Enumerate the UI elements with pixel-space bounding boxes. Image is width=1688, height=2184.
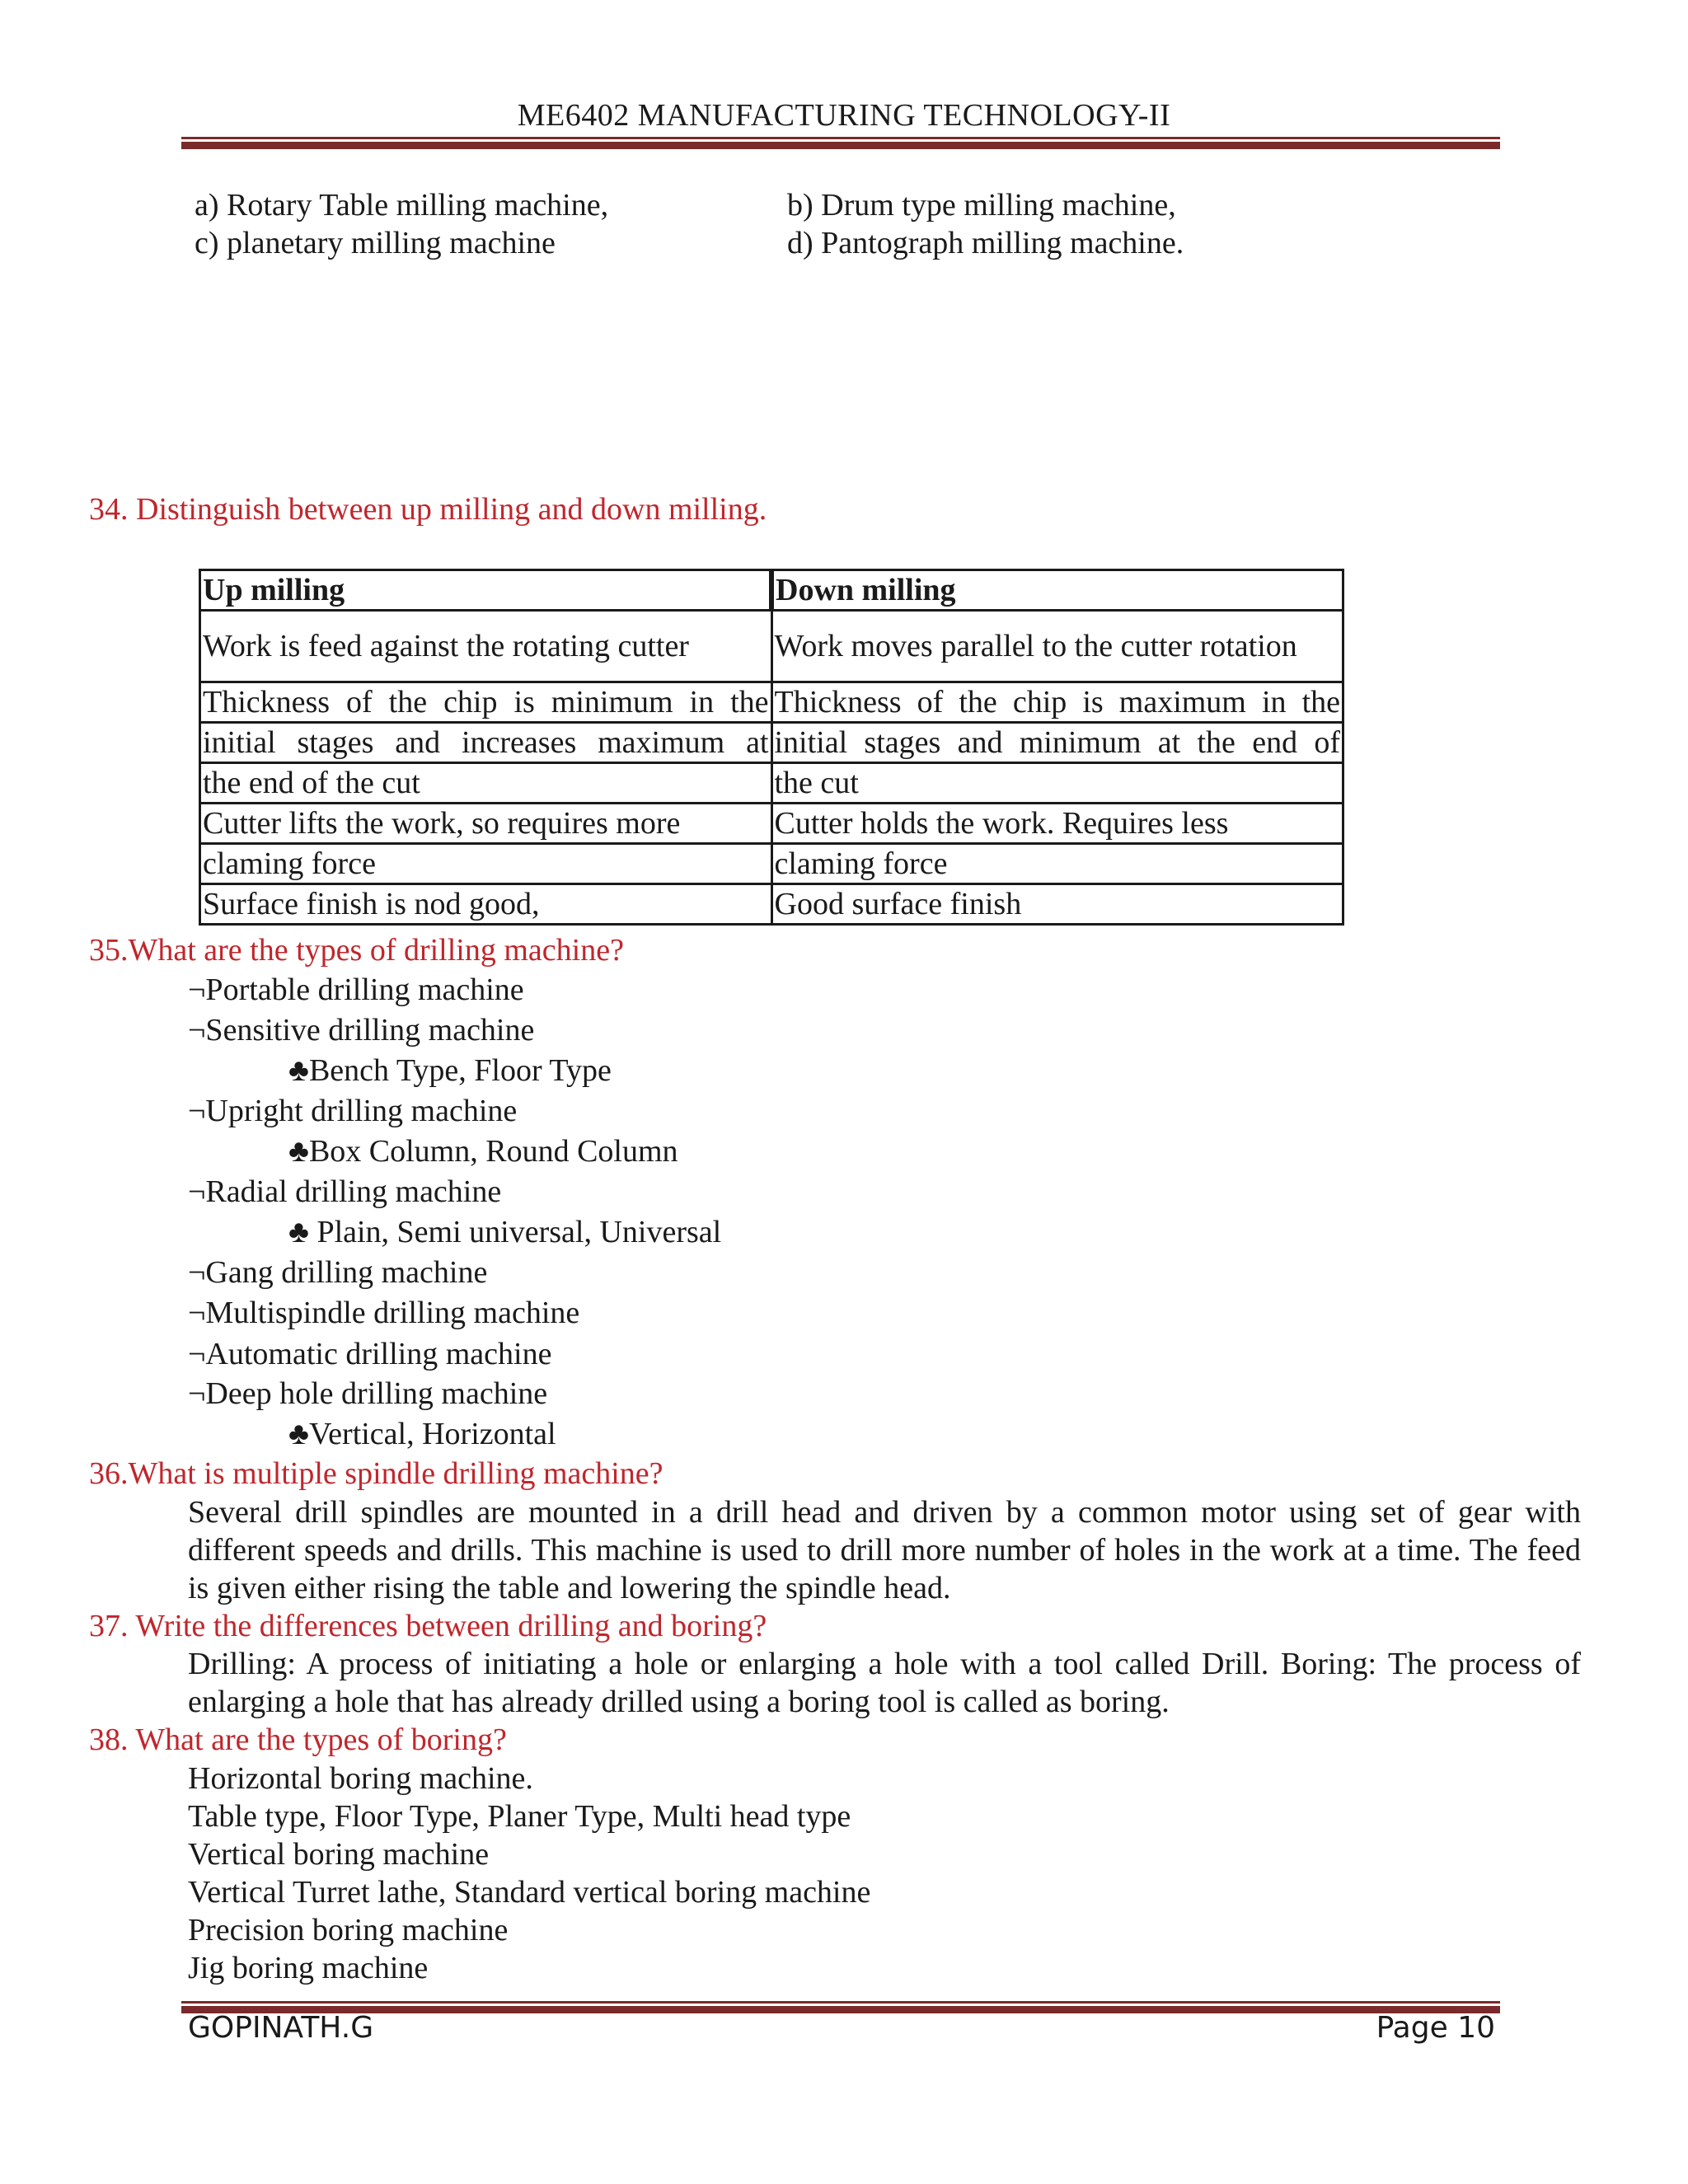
list-item: Vertical boring machine [188, 1837, 490, 1872]
question-36: 36.What is multiple spindle drilling machine? [89, 1456, 663, 1491]
answer-36: Several drill spindles are mounted in a drill head and driven by a common motor using set of gear with different speeds and drills. This machine is used to drill more number of holes in the work at a time. The feed is given either rising the table and lowering the spindle head. [188, 1495, 1581, 1605]
table-row [200, 804, 1343, 844]
table-cell: Cutter lifts the work, so requires more [200, 804, 772, 844]
table-header-down-milling: Down milling [771, 570, 1343, 611]
page-header-title: ME6402 MANUFACTURING TECHNOLOGY-II [517, 98, 1171, 133]
list-item: ♣ Plain, Semi universal, Universal [288, 1215, 722, 1249]
list-item: ¬Portable drilling machine [188, 972, 524, 1007]
list-item: ¬Sensitive drilling machine [188, 1013, 535, 1047]
table-cell: Work is feed against the rotating cutter [200, 611, 772, 682]
list-item: Table type, Floor Type, Planer Type, Multi head type [188, 1799, 851, 1834]
table-cell: Work moves parallel to the cutter rotation [771, 611, 1343, 682]
table-header-up-milling: Up milling [200, 570, 772, 611]
table-cell: claming force [200, 844, 772, 884]
list-item: ¬Multispindle drilling machine [188, 1296, 580, 1330]
table-cell: the cut [771, 763, 1343, 804]
table-row [200, 682, 1343, 723]
list-item: Horizontal boring machine. [188, 1761, 533, 1796]
list-item: ¬Radial drilling machine [188, 1174, 502, 1209]
table-cell: Thickness of the chip is minimum in the [200, 682, 772, 723]
option-c: c) planetary milling machine [195, 226, 556, 260]
list-item: ♣Vertical, Horizontal [288, 1417, 556, 1451]
list-item: Precision boring machine [188, 1913, 509, 1947]
table-cell: initial stages and increases maximum at [200, 723, 772, 763]
table-cell: Thickness of the chip is maximum in the [771, 682, 1343, 723]
table-cell: Cutter holds the work. Requires less [771, 804, 1343, 844]
option-d: d) Pantograph milling machine. [787, 226, 1184, 260]
list-item: ♣Box Column, Round Column [288, 1134, 678, 1169]
question-35: 35.What are the types of drilling machine? [89, 933, 624, 968]
option-b: b) Drum type milling machine, [787, 188, 1176, 223]
footer-author: GOPINATH.G [188, 2011, 374, 2045]
list-item: ¬Automatic drilling machine [188, 1337, 552, 1371]
list-item: ¬Deep hole drilling machine [188, 1376, 548, 1411]
table-cell: initial stages and minimum at the end of [771, 723, 1343, 763]
table-row [200, 723, 1343, 763]
table-header-row [200, 570, 1343, 611]
table-row [200, 611, 1343, 682]
table-row [200, 844, 1343, 884]
question-38: 38. What are the types of boring? [89, 1722, 507, 1757]
footer-page-number: Page 10 [1376, 2011, 1495, 2045]
list-item: Jig boring machine [188, 1951, 429, 1985]
table-row [200, 763, 1343, 804]
list-item: Vertical Turret lathe, Standard vertical boring machine [188, 1875, 871, 1910]
question-37: 37. Write the differences between drilling and boring? [89, 1609, 767, 1643]
list-item: ♣Bench Type, Floor Type [288, 1053, 612, 1088]
table-cell: Surface finish is nod good, [200, 884, 772, 925]
answer-37: Drilling: A process of initiating a hole or enlarging a hole with a tool called Drill. Boring: The process of enlarging a hole that has already drilled using a boring tool is called as boring. [188, 1647, 1581, 1719]
table-cell: the end of the cut [200, 763, 772, 804]
list-item: ¬Gang drilling machine [188, 1255, 488, 1290]
table-cell: Good surface finish [771, 884, 1343, 925]
question-34: 34. Distinguish between up milling and down milling. [89, 492, 767, 527]
milling-comparison-table [199, 569, 1344, 926]
header-rule [181, 137, 1500, 150]
list-item: ¬Upright drilling machine [188, 1094, 518, 1128]
table-row [200, 884, 1343, 925]
footer-rule [181, 2001, 1500, 2014]
option-a: a) Rotary Table milling machine, [195, 188, 609, 223]
table-cell: claming force [771, 844, 1343, 884]
